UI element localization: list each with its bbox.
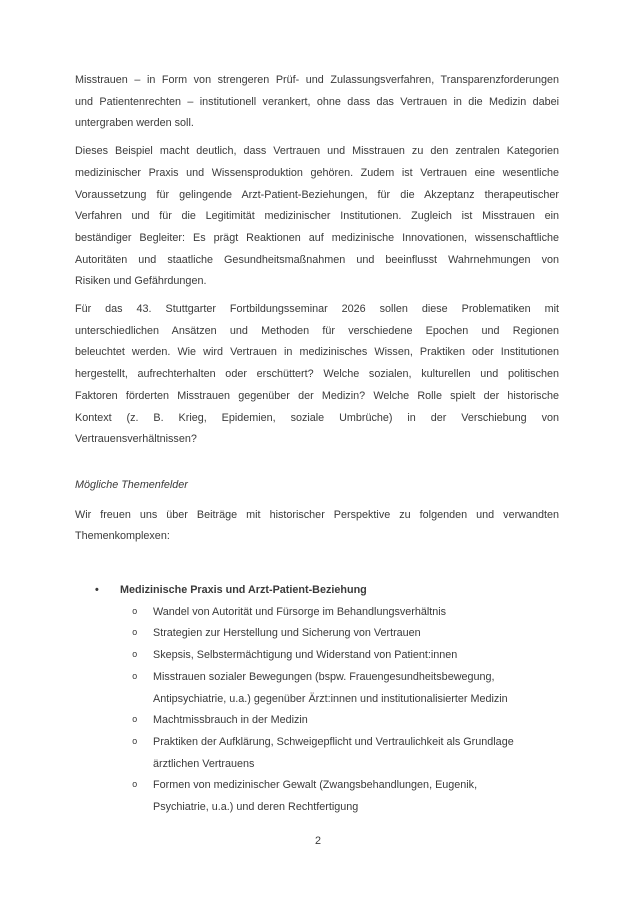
- text-line: Vertrauensverhältnissen?: [75, 433, 197, 446]
- circle-bullet-icon: o: [132, 715, 138, 726]
- text-line: Psychiatrie, u.a.) und deren Rechtfertigung: [153, 801, 359, 814]
- bullet-icon: •: [95, 584, 99, 597]
- list-item: [75, 623, 559, 645]
- text-line: Strategien zur Herstellung und Sicherung von Vertrauen: [153, 627, 421, 640]
- circle-bullet-icon: o: [132, 650, 138, 661]
- section-heading-themenfelder: Mögliche Themenfelder: [75, 478, 188, 491]
- paragraph-vertrauen-misstrauen-kategorien: [75, 141, 559, 293]
- text-line: beständiger Begleiter: Es prägt Reaktionen auf medizinische Innovationen, wissenschaftliche: [75, 231, 559, 244]
- text-line: Wandel von Autorität und Fürsorge im Behandlungsverhältnis: [153, 605, 447, 618]
- list-item-text: [153, 775, 559, 818]
- page-number: 2: [314, 835, 321, 847]
- list-item: [75, 645, 559, 667]
- intro-paragraph: [75, 505, 559, 548]
- topic-title: Medizinische Praxis und Arzt-Patient-Beziehung: [120, 584, 367, 597]
- list-item: [75, 732, 559, 775]
- text-line: Themenkomplexen:: [75, 530, 170, 543]
- text-line: Risiken und Gefährdungen.: [75, 275, 207, 288]
- text-line: Voraussetzung für gelingende Arzt-Patient-Beziehungen, für die Akzeptanz therapeutischer: [75, 188, 559, 201]
- text-line: beleuchtet werden. Wie wird Vertrauen in medizinisches Wissen, Praktiken oder Institutionen: [75, 346, 559, 359]
- text-line: Misstrauen sozialer Bewegungen (bspw. Frauengesundheitsbewegung,: [153, 670, 495, 683]
- text-line: Wir freuen uns über Beiträge mit historischer Perspektive zu folgenden und verwandten: [75, 508, 559, 521]
- list-item: [75, 667, 559, 710]
- text-line: ärztlichen Vertrauens: [153, 757, 255, 770]
- list-item: [75, 602, 559, 624]
- list-item: [75, 710, 559, 732]
- text-line: und Patientenrechten – institutionell verankert, ohne dass das Vertrauen in die Medizin dabei: [75, 95, 559, 108]
- text-line: Verfahren und für die Legitimität medizinischer Institutionen. Zugleich ist Misstrauen ein: [75, 210, 559, 223]
- text-line: medizinischer Praxis und Wissensproduktion gehören. Zudem ist Vertrauen eine wesentliche: [75, 166, 559, 179]
- list-item-text: [153, 710, 559, 732]
- list-item-text: [153, 602, 559, 624]
- text-line: Misstrauen – in Form von strengeren Prüf- und Zulassungsverfahren, Transparenzforderungen: [75, 74, 559, 86]
- text-line: Faktoren förderten Misstrauen gegenüber der Medizin? Welche Rolle spielt der historische: [75, 389, 559, 402]
- text-line: Kontext (z. B. Krieg, Epidemien, soziale Umbrüche) in der Verschiebung von: [75, 411, 559, 424]
- text-line: Praktiken der Aufklärung, Schweigepflicht und Vertraulichkeit als Grundlage: [153, 735, 514, 748]
- text-line: Autoritäten und staatliche Gesundheitsmaßnahmen und beeinflusst Wahrnehmungen von: [75, 253, 559, 266]
- list-item-text: [153, 645, 559, 667]
- topics-list: [75, 580, 559, 819]
- text-line: hergestellt, aufrechterhalten oder erschüttert? Welche sozialen, kulturellen und politischen: [75, 368, 559, 381]
- text-line: untergraben werden soll.: [75, 117, 194, 130]
- list-item-text: [153, 732, 559, 775]
- page-footer: [0, 831, 636, 853]
- text-line: Für das 43. Stuttgarter Fortbildungsseminar 2026 sollen diese Problematiken mit: [75, 303, 559, 316]
- circle-bullet-icon: o: [132, 671, 138, 682]
- text-line: Dieses Beispiel macht deutlich, dass Vertrauen und Misstrauen zu den zentralen Kategorien: [75, 145, 559, 158]
- paragraph-fortbildungsseminar-2026: [75, 299, 559, 451]
- list-item-text: [153, 667, 559, 710]
- circle-bullet-icon: o: [132, 736, 138, 747]
- text-line: Skepsis, Selbstermächtigung und Widerstand von Patient:innen: [153, 649, 458, 662]
- circle-bullet-icon: o: [132, 780, 138, 791]
- circle-bullet-icon: o: [132, 628, 138, 639]
- paragraph-misstrauen-institutionell: [75, 70, 559, 135]
- topic-title-row: [75, 580, 559, 602]
- text-line: Formen von medizinischer Gewalt (Zwangsbehandlungen, Eugenik,: [153, 779, 478, 792]
- text-line: unterschiedlichen Ansätzen und Methoden für verschiedene Epochen und Regionen: [75, 324, 559, 337]
- list-item: [75, 775, 559, 818]
- list-item-text: [153, 623, 559, 645]
- text-line: Machtmissbrauch in der Medizin: [153, 714, 308, 727]
- text-line: Antipsychiatrie, u.a.) gegenüber Ärzt:innen und institutionalisierter Medizin: [153, 692, 508, 705]
- circle-bullet-icon: o: [132, 606, 138, 617]
